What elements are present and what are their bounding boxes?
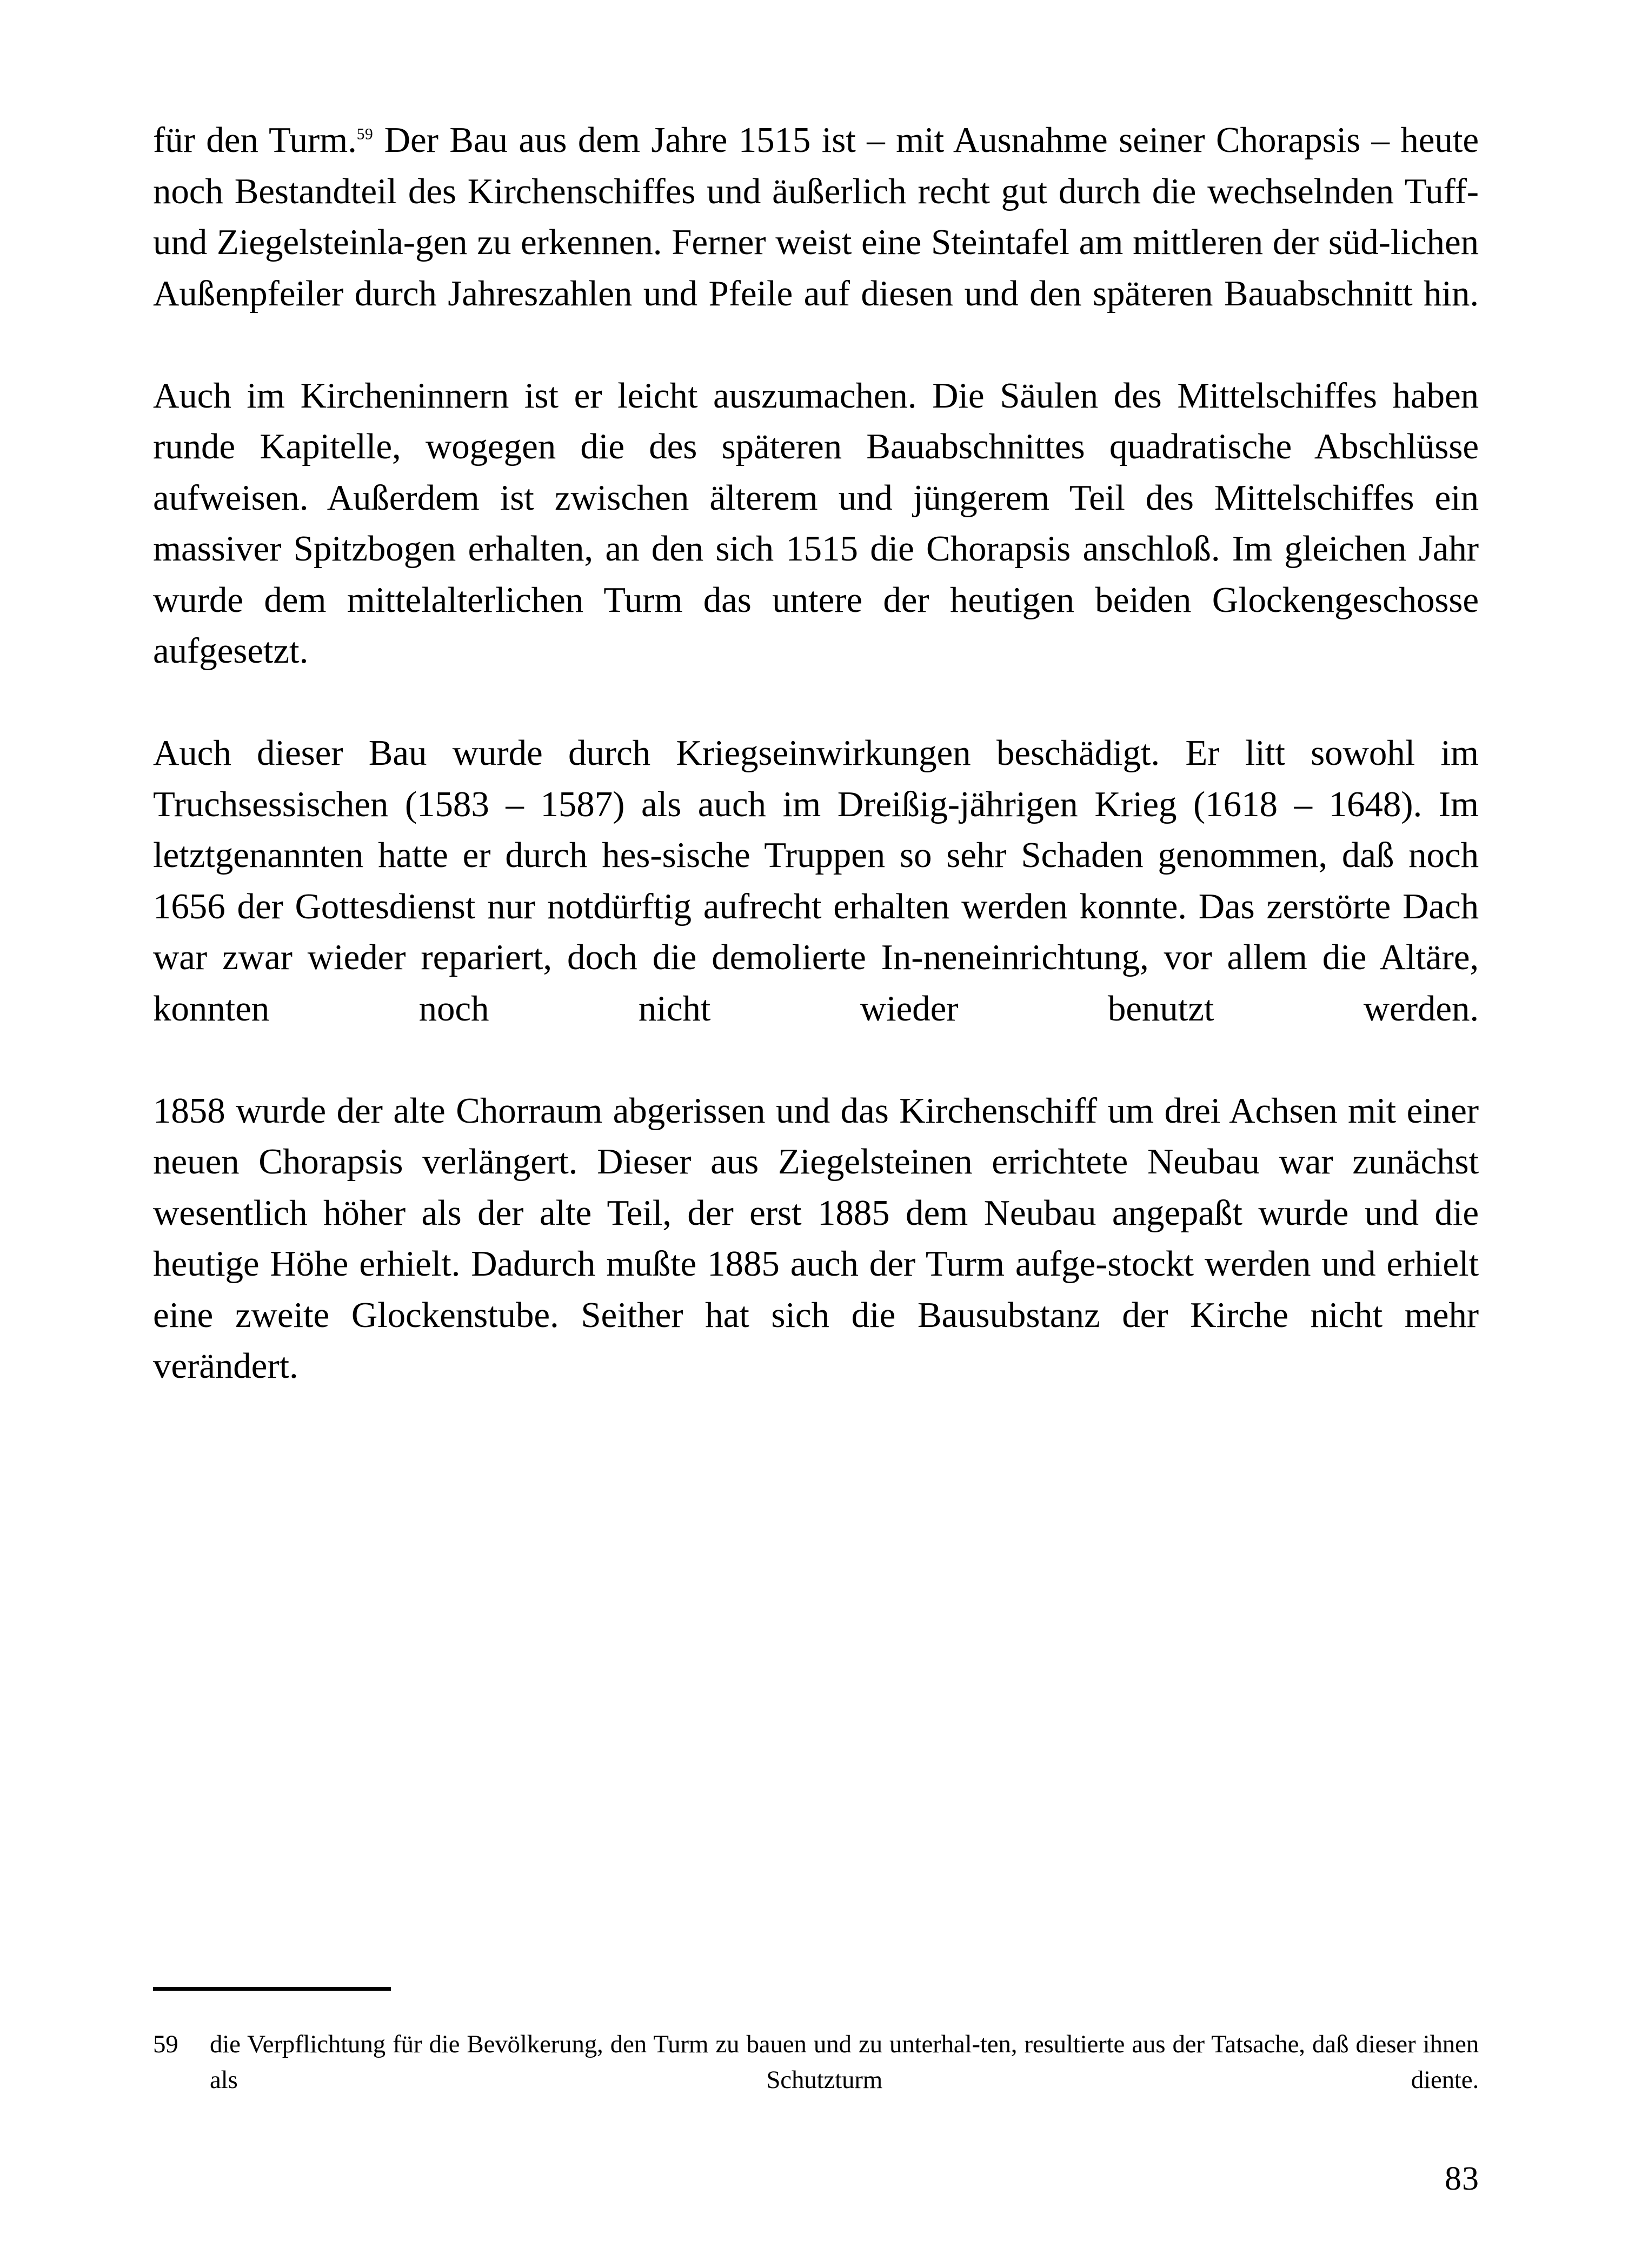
paragraph-2-body: Auch im Kircheninnern ist er leicht auszumachen. Die Säulen des Mittelschiffes haben runde Kapitelle, wogegen die des späteren Bauabschnittes quadratische Abschlüsse aufweisen. Außerdem ist zwischen älterem und jüngerem Teil des Mittelschiffes ein massiver Spitzbogen erhalten, an den sich 1515 die Chorapsis anschloß. Im gleichen Jahr wurde dem mittelalterlichen Turm das untere der heutigen beiden Glockengeschosse aufgesetzt. xyxy=(153,375,1479,671)
footnote-block xyxy=(153,1987,1479,2133)
paragraph-1-lead: für den Turm. xyxy=(153,120,357,160)
footnote-item xyxy=(153,2026,1479,2133)
page-number: 83 xyxy=(1445,2160,1479,2197)
paragraph-1 xyxy=(153,115,1479,370)
paragraph-4-body: 1858 wurde der alte Chorraum abgerissen und das Kirchenschiff um drei Achsen mit einer neuen Chorapsis verlängert. Dieser aus Ziegelsteinen errichtete Neubau war zunächst wesentlich höher als der alte Teil, der erst 1885 dem Neubau angepaßt wurde und die heutige Höhe erhielt. Dadurch mußte 1885 auch der Turm aufge-stockt werden und erhielt eine zweite Glockenstube. Seither hat sich die Bausubstanz der Kirche nicht mehr verändert. xyxy=(153,1090,1479,1386)
footnote-reference-59[interactable]: 59 xyxy=(356,125,374,143)
footnote-marker: 59 xyxy=(153,2030,178,2058)
footnote-text: die Verpflichtung für die Bevölkerung, den Turm zu bauen und zu unterhal-ten, resultierte aus der Tatsache, daß dieser ihnen als Schutzturm diente. xyxy=(210,2030,1479,2094)
paragraph-3 xyxy=(153,728,1479,1085)
paragraph-1-body: Der Bau aus dem Jahre 1515 ist – mit Ausnahme seiner Chorapsis – heute noch Bestandteil des Kirchenschiffes und äußerlich recht gut durch die wechselnden Tuff- und Ziegelsteinla-gen zu erkennen. Ferner weist eine Steintafel am mittleren der süd-lichen Außenpfeiler durch Jahreszahlen und Pfeile auf diesen und den späteren Bauabschnitt hin. xyxy=(153,120,1479,313)
footnote-separator-rule xyxy=(153,1987,391,1991)
body-text-column xyxy=(153,115,1479,1443)
paragraph-4 xyxy=(153,1085,1479,1443)
paragraph-2 xyxy=(153,370,1479,728)
paragraph-3-body: Auch dieser Bau wurde durch Kriegseinwirkungen beschädigt. Er litt sowohl im Truchsessischen (1583 – 1587) als auch im Dreißig-jährigen Krieg (1618 – 1648). Im letztgenannten hatte er durch hes-sische Truppen so sehr Schaden genommen, daß noch 1656 der Gottesdienst nur notdürftig aufrecht erhalten werden konnte. Das zerstörte Dach war zwar wieder repariert, doch die demolierte In-neneinrichtung, vor allem die Altäre, konnten noch nicht wieder benutzt werden. xyxy=(153,733,1479,1029)
